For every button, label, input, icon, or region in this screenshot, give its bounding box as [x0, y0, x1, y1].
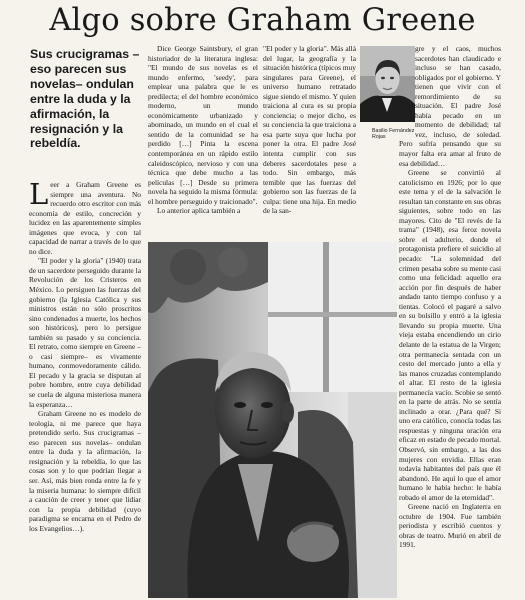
- author-photo-wrap-space: [399, 44, 415, 132]
- main-photo: [148, 242, 397, 598]
- article-deck: Sus crucigramas –eso parecen sus novelas– ondulan entre la duda y la afirmación, la resignación y la rebeldía.: [30, 47, 140, 151]
- column-4: [399, 44, 501, 600]
- col1-paragraph-2: "El poder y la gloria" (1940) trata de un sacerdote perseguido durante la Revolución de los Cristeros en México. Lo persiguen las fuerzas del gobierno (la Iglesia Católica y sus ministros están no sólo proscritos sino condenados a muerte, los hechos son históricos), pero lo persigue también su pasado y su conciencia. El retrato, como siempre en Greene –o casi siempre– es vivamente humano, conmovedoramente cálido. El pecado y la gracia se disputan al pobre hombre, entre cuya debilidad se cuela de alguna misteriosa manera la esperanza…: [29, 256, 141, 409]
- col2-paragraph-1: Dice George Saintsbury, el gran historiador de la literatura inglesa: "El mundo de sus novelas es el mundo enfermo, 'seedy', para emplear una palabra que le es predilecta; el del hombre económico moderno, un mundo económicamente urbanizado y abominado, un mundo en el cual el sentido de la comunidad se ha perdido […] Pinta la escena contemporánea en un rápido estilo caleidoscópico, nervioso y con una técnica que debe mucho a las películas […] Desde su primera novela ha seguido la misma fórmula: el hombre perseguido y traicionado".: [148, 44, 258, 206]
- column-2: [148, 44, 258, 240]
- column-3: [263, 44, 356, 240]
- col1-paragraph-3: Graham Greene no es modelo de teología, ni me parece que haya pretendido serlo. Sus crucigramas –eso parecen sus novelas– ondulan entre la duda y la afirmación, la resignación y la rebeldía, lo que las cosas son y lo que podrían llegar a ser. Así, más bien ronda entre la fe y la miseria humana: lo siempre difícil a caución de creer y tener que lidiar con la propia debilidad (cuyo paradigma se encarna en el Pedro de los Evangelios…).: [29, 409, 141, 533]
- col3-paragraph-1: "El poder y la gloria". Más allá del lugar, la geografía y la situación histórica (típicos muy singulares para Greene), el universo humano retratado sigue siendo el mismo. Y quien traiciona al cura es su propia conciencia; o mejor dicho, es su conciencia la que traiciona a esa parte suya que lucha por poner la otra. El padre José intenta cumplir con sus deberes sacerdotales pese a todo. Sin embargo, más temible que las fuerzas del gobierno son las fuerzas de la culpa: tiene una hija. En medio de la san-: [263, 44, 356, 216]
- photo-caption: Basilio Fernández Rojas: [372, 128, 415, 140]
- column-1: [29, 180, 141, 598]
- graham-greene-portrait-image: [148, 242, 397, 598]
- article-title: Algo sobre Graham Greene: [49, 3, 476, 38]
- drop-cap: L: [29, 180, 49, 211]
- col4-paragraph-1: gre y el caos, muchos sacerdotes han claudicado e incluso se han casado, obligados por el gobierno. Y tienen que vivir con el remordimiento de su situación. El padre José había pecado en un momento de debilidad; tal vez, incluso, de soledad. Pero sufría pensando que su mayor falta era amar al fruto de esa debilidad…: [399, 44, 501, 168]
- col4-paragraph-2: Greene se convirtió al catolicismo en 1926; por lo que este tema y el de la salvación le resultan tan constante en sus obras siguientes, sobre todo en las mayores. Cito de "El revés de la trama" (1948), esa feroz novela sobre el adulterio, donde el protagonista prefiere el suicidio al pecado: "La solemnidad del crimen pesaba sobre su mente casi como una felicidad: aquello era acción por fin después de haber andado tanto tiempo confuso y a tientas. Colocó el pagaré a salvo en su bolsillo y entró a la iglesia llevando su propia muerte. Una vieja estaba encendiendo un cirio delante de la estatua de la Virgen; otra permanecía sentada con un cesto del mercado junto a ella y las manos cruzadas contemplando el altar. El resto de la iglesia permanecía vacío. Scobie se sentó en la parte de atrás. No se sentía inclinado a orar. ¿Para qué? Si uno era católico, conocía todas las respuestas y ninguna oración era eficaz en estado de pecado mortal. Observó, sin embargo, a las dos mujeres con envidia. Ellas eran todavía habitantes del país que él abandonó. He aquí lo que el amor humano le había hecho: le había robado el amor de la eternidad".: [399, 168, 501, 502]
- col2-paragraph-2: Lo anterior aplica también a: [157, 206, 241, 216]
- col4-paragraph-3: Greene nació en Inglaterra en octubre de 1904. Fue también periodista y escribió cuentos y obras de teatro. Murió en abril de 1991.: [399, 502, 501, 550]
- col1-paragraph-1: eer a Graham Greene es siempre una aventura. No recuerdo otro escritor con más economía de estilo, concreción y lucidez en las aparentemente simples imágenes que evoca, y con tal capacidad de narrar a través de lo que no dice.: [29, 180, 141, 256]
